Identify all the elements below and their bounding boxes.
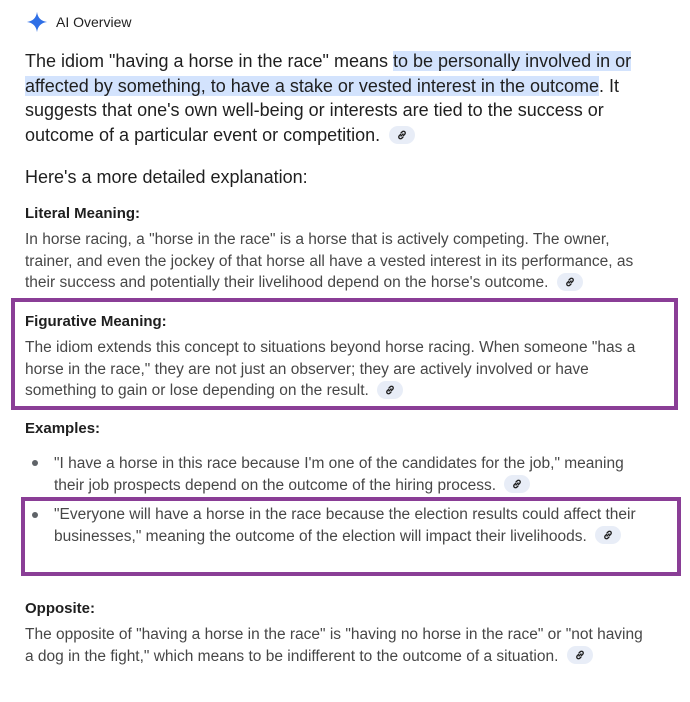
- intro-text-start: The idiom "having a horse in the race" means: [25, 51, 393, 71]
- ai-overview-title: AI Overview: [56, 14, 132, 30]
- example-item: [54, 453, 654, 496]
- literal-meaning-title: Literal Meaning:: [25, 205, 141, 222]
- intro-source-link-button[interactable]: [389, 126, 415, 144]
- intro-paragraph: [25, 49, 665, 147]
- explanation-heading: Here's a more detailed explanation:: [25, 167, 308, 187]
- ai-overview-header: [26, 10, 131, 34]
- example-item-text: "I have a horse in this race because I'm one of the candidates for the job," meaning their job prospects depend on the outcome of the hiring process.: [54, 455, 624, 494]
- opposite-source-link-button[interactable]: [567, 646, 593, 664]
- examples-title: Examples:: [25, 420, 101, 437]
- example-1-source-link-button[interactable]: [504, 475, 530, 493]
- link-icon: [384, 384, 396, 396]
- figurative-meaning-title: Figurative Meaning:: [25, 313, 167, 330]
- link-icon: [396, 129, 408, 141]
- example-item-text: "Everyone will have a horse in the race because the election results could affect their businesses," meaning the outcome of the election will impact their livelihoods.: [54, 506, 636, 545]
- figurative-meaning-text-block: [25, 337, 653, 402]
- link-icon: [602, 529, 614, 541]
- example-2-source-link-button[interactable]: [595, 526, 621, 544]
- example-item: [54, 504, 654, 547]
- bullet-dot: [32, 460, 38, 466]
- literal-source-link-button[interactable]: [557, 273, 583, 291]
- sparkle-icon: [26, 11, 48, 33]
- intro-highlighted-text: to be personally involved in or affected by something, to have a stake or vested interest in the outcome: [25, 51, 632, 96]
- intro-text-end: . It suggests that one's own well-being or interests are tied to the success or outcome of a particular event or competition.: [25, 75, 620, 145]
- bullet-dot: [32, 512, 38, 518]
- literal-meaning-text-block: [25, 229, 653, 294]
- literal-meaning-text: In horse racing, a "horse in the race" is a horse that is actively competing. The owner, trainer, and even the jockey of that horse all have a vested interest in its performance, as their success and potentially their livelihood depend on the horse's outcome.: [25, 231, 634, 291]
- opposite-title: Opposite:: [25, 600, 95, 617]
- figurative-meaning-text: The idiom extends this concept to situations beyond horse racing. When someone "has a horse in the race," they are not just an observer; they are actively involved or have something to gain or lose depending on the result.: [25, 339, 636, 399]
- link-icon: [511, 478, 523, 490]
- opposite-text-block: [25, 624, 653, 667]
- figurative-source-link-button[interactable]: [377, 381, 403, 399]
- link-icon: [574, 649, 586, 661]
- link-icon: [564, 276, 576, 288]
- opposite-text: The opposite of "having a horse in the race" is "having no horse in the race" or "not having a dog in the fight," which means to be indifferent to the outcome of a situation.: [25, 626, 643, 665]
